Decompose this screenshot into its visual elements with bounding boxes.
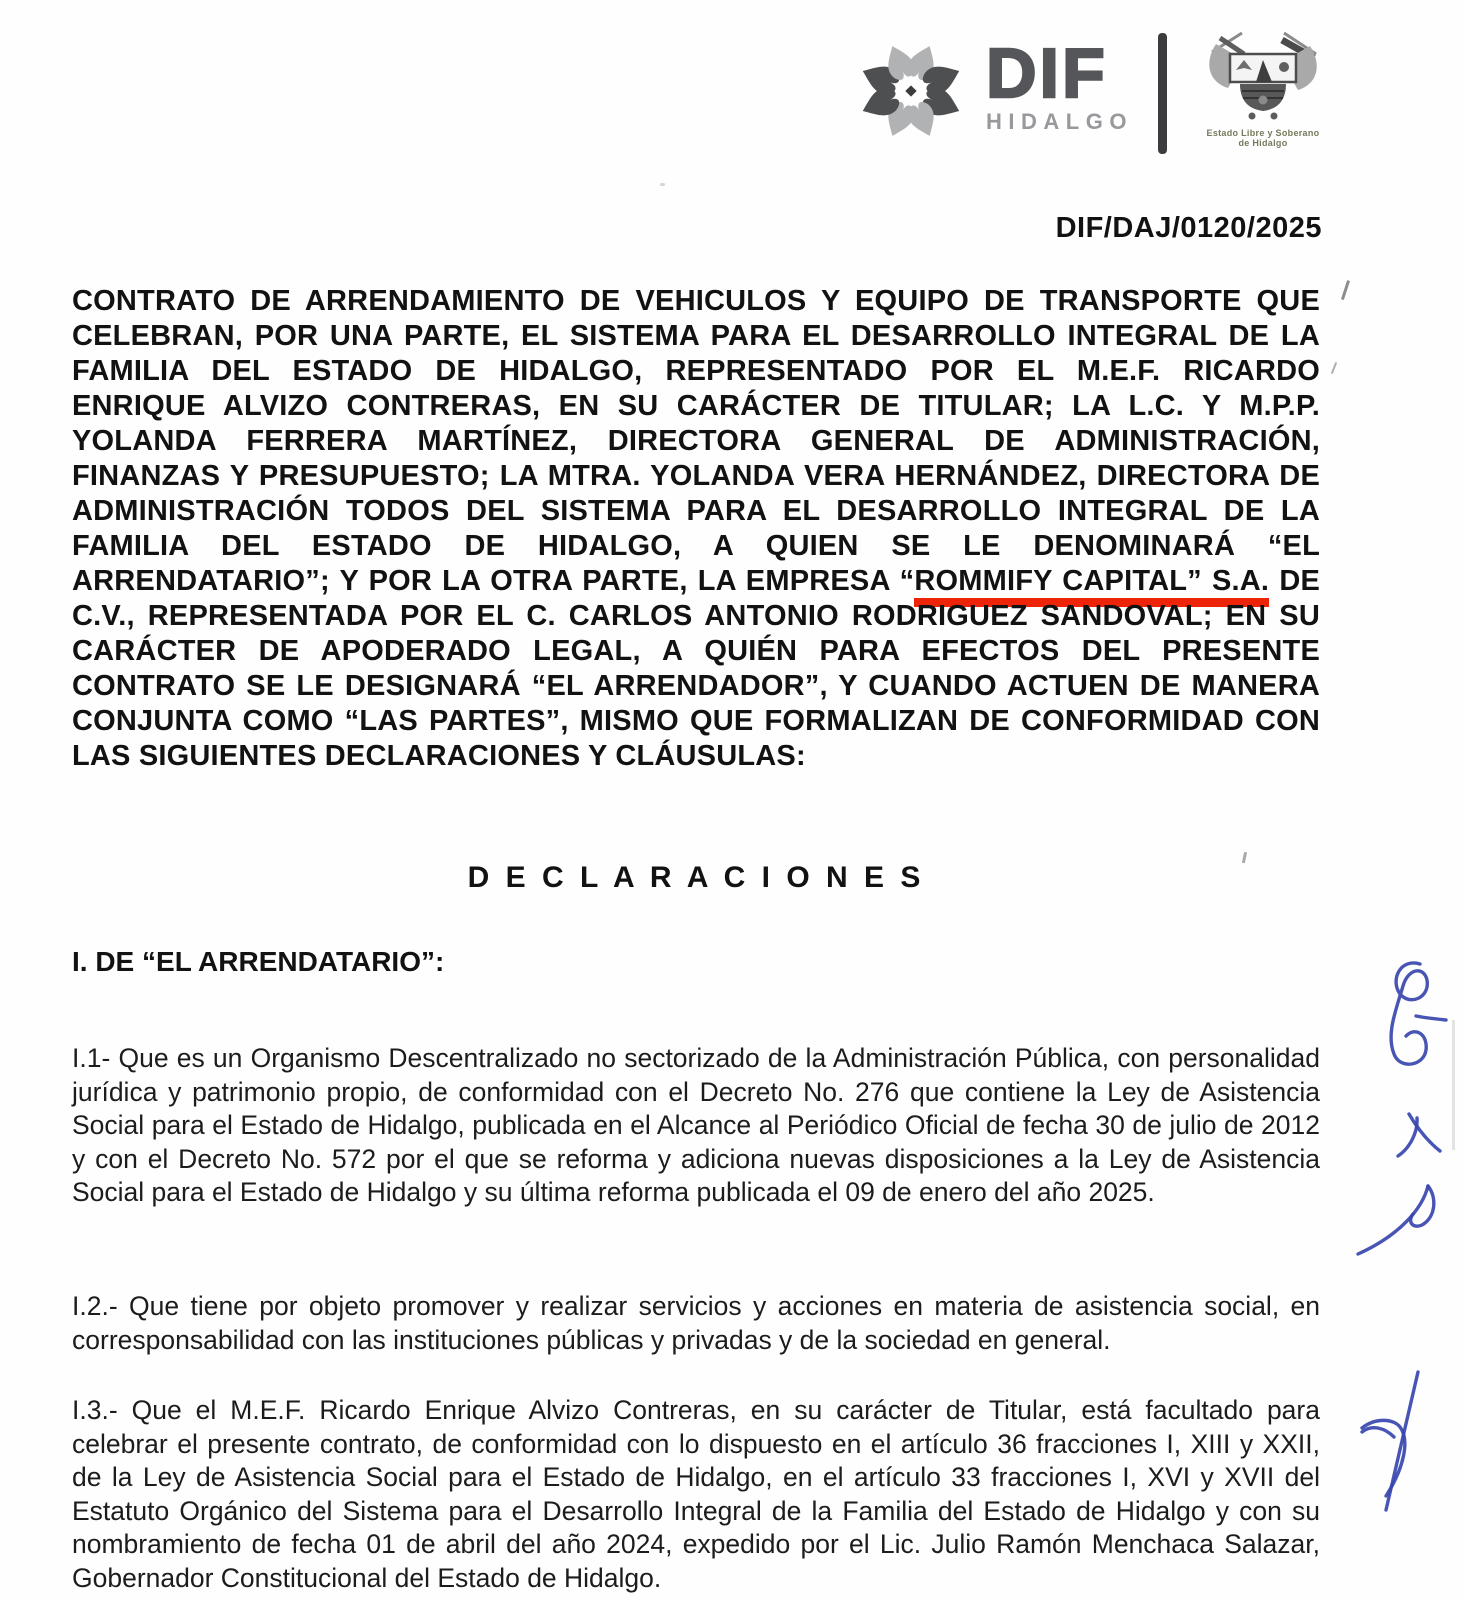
contract-intro-paragraph [72, 284, 1320, 774]
declarations-heading: D E C L A R A C I O N E S [467, 861, 925, 894]
clause-paragraph-i2 [72, 1290, 1320, 1357]
clause-paragraph-i1 [72, 1042, 1320, 1210]
coat-of-arms-block [1194, 28, 1332, 148]
hidalgo-coat-of-arms-icon [1198, 28, 1328, 122]
company-name-red-underlined: ROMMIFY CAPITAL” S.A. [914, 565, 1269, 607]
scan-artifact [1331, 362, 1337, 374]
header-divider [1158, 33, 1167, 154]
clause-number: I.1- [72, 1043, 111, 1073]
scan-artifact [1452, 1020, 1455, 1150]
clause-number: I.3.- [72, 1395, 118, 1425]
arrendatario-section-heading: I. DE “EL ARRENDATARIO”: [72, 946, 445, 977]
pen-mark-small-check-icon [1394, 1110, 1444, 1164]
clause-paragraph-i3 [72, 1394, 1320, 1595]
pen-mark-curved-check-icon [1352, 1182, 1446, 1260]
clause-text: Que tiene por objeto promover y realizar servicios y acciones en materia de asistencia social, en corresponsabilidad con las instituciones públicas y privadas y de la sociedad en general. [72, 1291, 1320, 1355]
dif-wordmark: DIF [986, 34, 1108, 112]
clause-text: Que el M.E.F. Ricardo Enrique Alvizo Contreras, en su carácter de Titular, está facultado para celebrar el presente contrato, de conformidad con lo dispuesto en el artículo 36 fracciones I, XIII y XXII, de la Ley de Asistencia Social para el Estado de Hidalgo, en el artículo 33 fracciones I, XVI y XVII del Estatuto Orgánico del Sistema para el Desarrollo Integral de la Familia del Estado de Hidalgo y con su nombramiento de fecha 01 de abril del año 2024, expedido por el Lic. Julio Ramón Menchaca Salazar, Gobernador Constitucional del Estado de Hidalgo. [72, 1395, 1320, 1593]
hidalgo-wordmark: HIDALGO [986, 109, 1133, 134]
pen-mark-signature-paraph-icon [1358, 1370, 1424, 1514]
dif-flower-logo-icon [851, 42, 971, 140]
clause-number: I.2.- [72, 1291, 118, 1321]
reference-number: DIF/DAJ/0120/2025 [1055, 212, 1322, 244]
scan-artifact [1341, 280, 1350, 300]
intro-text-after: DE C.V., REPRESENTADA POR EL C. CARLOS ANTONIO RODRIGUEZ SANDOVAL; EN SU CARÁCTER DE APODERADO LEGAL, A QUIÉN PARA EFECTOS DEL PRESENTE CONTRATO SE LE DESIGNARÁ “EL ARRENDADOR”, Y CUANDO ACTUEN DE MANERA CONJUNTA COMO “LAS PARTES”, MISMO QUE FORMALIZAN DE CONFORMIDAD CON LAS SIGUIENTES DECLARACIONES Y CLÁUSULAS: [72, 565, 1320, 772]
coat-of-arms-caption [1194, 128, 1332, 148]
pen-mark-loop-flourish-icon [1382, 958, 1448, 1078]
coat-caption-line1: Estado Libre y Soberano [1206, 128, 1320, 138]
clause-text: Que es un Organismo Descentralizado no sectorizado de la Administración Pública, con personalidad jurídica y patrimonio propio, de conformidad con el Decreto No. 276 que contiene la Ley de Asistencia Social para el Estado de Hidalgo, publicada en el Alcance al Periódico Oficial de fecha 30 de julio de 2012 y con el Decreto No. 572 por el que se reforma y adiciona nuevas disposiciones a la Ley de Asistencia Social para el Estado de Hidalgo y su última reforma publicada el 09 de enero del año 2025. [72, 1043, 1320, 1207]
coat-caption-line2: de Hidalgo [1238, 138, 1288, 148]
intro-text-before: CONTRATO DE ARRENDAMIENTO DE VEHICULOS Y EQUIPO DE TRANSPORTE QUE CELEBRAN, POR UNA PARTE, EL SISTEMA PARA EL DESARROLLO INTEGRAL DE LA FAMILIA DEL ESTADO DE HIDALGO, REPRESENTADO POR EL M.E.F. RICARDO ENRIQUE ALVIZO CONTRERAS, EN SU CARÁCTER DE TITULAR; LA L.C. Y M.P.P. YOLANDA FERRERA MARTÍNEZ, DIRECTORA GENERAL DE ADMINISTRACIÓN, FINANZAS Y PRESUPUESTO; LA MTRA. YOLANDA VERA HERNÁNDEZ, DIRECTORA DE ADMINISTRACIÓN TODOS DEL SISTEMA PARA EL DESARROLLO INTEGRAL DE LA FAMILIA DEL ESTADO DE HIDALGO, A QUIEN SE LE DENOMINARÁ “EL ARRENDATARIO”; Y POR LA OTRA PARTE, LA EMPRESA “ [72, 285, 1320, 597]
dif-wordmark-block [986, 34, 1133, 135]
scan-artifact [660, 183, 665, 186]
